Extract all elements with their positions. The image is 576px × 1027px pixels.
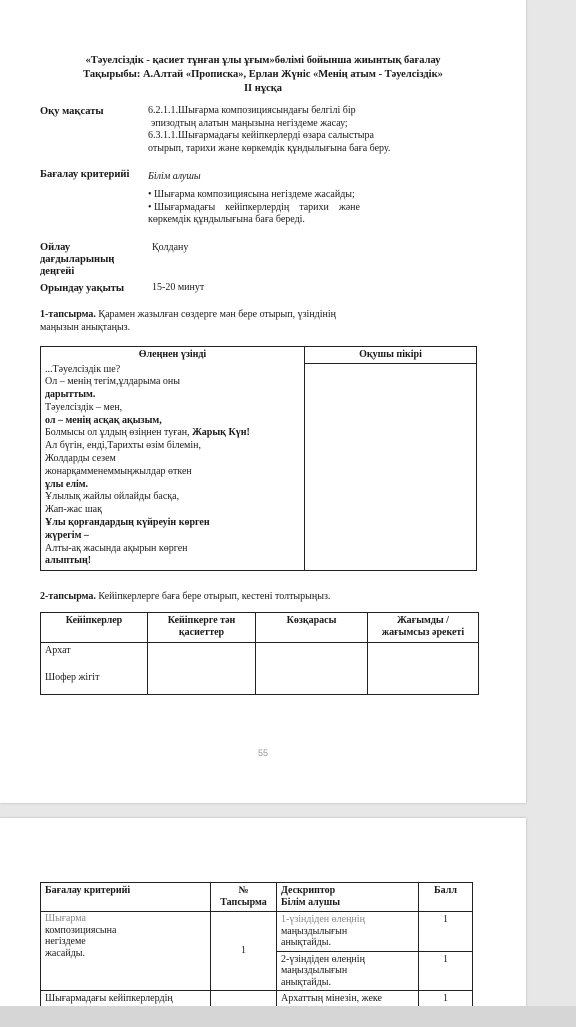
- criterion-line: жасайды.: [45, 947, 86, 959]
- descriptor-line: анықтайды.: [281, 976, 331, 988]
- descriptor-header: Дескриптор: [281, 885, 336, 896]
- descriptor-line: маңыздылығын: [281, 925, 348, 937]
- task1-text: Қарамен жазылған сөздерге мән бере отырып, үзіндінің: [95, 309, 337, 320]
- task-number-cell: [211, 991, 277, 1008]
- criterion-line: негіздеме: [45, 936, 86, 947]
- descriptor-subheader: Білім алушы: [281, 897, 341, 908]
- poem-emphasis: Жарық Күн!: [192, 427, 250, 439]
- table-row: [41, 991, 473, 1008]
- criteria-item: көркемдік құндылығына баға береді.: [148, 214, 305, 225]
- goal-line: 6.2.1.1.Шығарма композициясындағы белгілі бір: [148, 105, 356, 116]
- criteria-list: [148, 189, 404, 227]
- poem-line: ол – менің асқақ ақызым,: [45, 414, 162, 426]
- poem-line: алыптың!: [45, 555, 92, 567]
- descriptor-cell: Архаттың мінезін, жеке: [277, 991, 419, 1008]
- task1-text: маңызын анықтаңыз.: [40, 321, 131, 333]
- skill-label-line: Ойлау: [40, 242, 71, 253]
- answer-cell[interactable]: [256, 668, 368, 695]
- task2-col-characters: Кейіпкерлер: [41, 613, 148, 643]
- score-cell: 1: [419, 951, 473, 991]
- criterion-line: композициясына: [45, 924, 117, 936]
- criterion-cell: Шығармадағы кейіпкерлердің: [41, 991, 211, 1008]
- criteria-item: • Шығарма композициясына негіздеме жасайды;: [148, 189, 355, 200]
- answer-cell[interactable]: [148, 668, 256, 695]
- descriptor-cell: [277, 912, 419, 952]
- poem-line: Жолдарды сезем: [45, 453, 116, 465]
- table-row: [41, 912, 473, 952]
- goal-label: Оқу мақсаты: [40, 106, 104, 117]
- skill-label-line: дағдыларының: [40, 254, 115, 265]
- poem-line: Алты-ақ жасында ақырын көрген: [45, 542, 188, 554]
- document-page-2: [0, 818, 526, 1027]
- answer-cell[interactable]: [368, 668, 479, 695]
- skill-label: [40, 242, 114, 278]
- task1-prompt: [40, 309, 440, 334]
- document-subtitle: Тақырыбы: А.Алтай «Прописка», Ерлан Жүніс «Менің атым - Тәуелсіздік»: [83, 69, 443, 80]
- goal-line: эпизодтың алатын маңызына негіздеме жасау;: [151, 117, 348, 129]
- criteria-label: Бағалау критерийі: [40, 169, 130, 180]
- rubric-col-descriptor: [277, 883, 419, 912]
- descriptor-cell: [277, 951, 419, 991]
- descriptor-line: анықтайды.: [281, 937, 331, 948]
- poem-line: Ол – менің тегім,ұлдарыма оны: [45, 376, 180, 388]
- goal-line: 6.3.1.1.Шығармадағы кейіпкерлерді өзара салыстыра: [148, 130, 374, 141]
- rubric-col-task: № Тапсырма: [211, 883, 277, 912]
- rubric-col-criterion: Бағалау критерийі: [41, 883, 211, 912]
- rubric-col-score: Балл: [419, 883, 473, 912]
- criteria-item: • Шығармадағы кейіпкерлердің тарихи және: [148, 201, 360, 213]
- document-title: «Тәуелсіздік - қасиет тұнған ұлы ұғым»бөлімі бойынша жиынтық бағалау: [85, 55, 441, 66]
- poem-line: Ал бүгін, енді,Тарихты өзім білемін,: [45, 440, 201, 452]
- poem-excerpt: [41, 364, 305, 571]
- task1-col-opinion: Оқушы пікірі: [305, 347, 477, 364]
- page-number: 55: [257, 748, 268, 758]
- criterion-cell: [41, 912, 211, 991]
- poem-line: Тәуелсіздік – мен,: [45, 401, 123, 413]
- score-cell: 1: [419, 912, 473, 952]
- viewer-bottom-bar: [0, 1006, 576, 1027]
- poem-line: жүрегім –: [45, 529, 89, 541]
- time-label: Орындау уақыты: [40, 283, 125, 294]
- criteria-subtitle: Білім алушы: [148, 171, 201, 182]
- task2-prompt: [40, 591, 330, 604]
- answer-cell[interactable]: [256, 643, 368, 668]
- task2-text: Кейіпкерлерге баға бере отырып, кестені толтырыңыз.: [95, 591, 331, 602]
- task2-col-traits: Кейіпкерге тән қасиеттер: [148, 613, 256, 643]
- table-row: [41, 668, 479, 695]
- student-opinion-cell[interactable]: [305, 364, 477, 571]
- task2-table: [40, 612, 479, 695]
- character-name: Шофер жігіт: [41, 668, 148, 695]
- skill-label-line: деңгейі: [40, 266, 75, 277]
- time-value: 15-20 минут: [152, 282, 205, 293]
- task-number-cell: 1: [211, 912, 277, 991]
- score-cell: 1: [419, 991, 473, 1008]
- goal-line: отырып, тарихи және көркемдік құндылығына баға беру.: [148, 142, 391, 154]
- character-name: Архат: [41, 643, 148, 668]
- task1-table: [40, 346, 477, 571]
- task2-col-actions: Жағымды / жағымсыз әрекеті: [368, 613, 479, 643]
- poem-line: ұлы елім.: [45, 478, 89, 490]
- task1-col-poem: Өлеңнен үзінді: [41, 347, 305, 364]
- poem-line: Болмысы ол ұлдың өзіңнен туған,: [45, 427, 193, 439]
- skill-value: Қолдану: [152, 242, 189, 253]
- poem-line: жонарқамменеммыңжылдар өткен: [45, 465, 192, 477]
- table-row: [41, 643, 479, 668]
- descriptor-line: 1-үзіндіден өлеңнің: [281, 914, 365, 925]
- descriptor-line: маңыздылығын: [281, 965, 348, 976]
- task1-number: 1-тапсырма.: [40, 309, 96, 320]
- descriptor-line: 2-үзіндіден өлеңнің: [281, 953, 365, 965]
- poem-line: Ұлы қорғандардың күйреуін көрген: [45, 517, 210, 529]
- variant-label: ІІ нұсқа: [243, 83, 283, 94]
- task2-number: 2-тапсырма.: [40, 591, 96, 602]
- rubric-table: [40, 882, 473, 1008]
- poem-line: Ұлылық жайлы ойлайды басқа,: [45, 491, 180, 503]
- poem-line: ...Тәуелсіздік ше?: [45, 363, 121, 375]
- answer-cell[interactable]: [148, 643, 256, 668]
- poem-line: дарыттым.: [45, 389, 96, 401]
- criterion-line: Шығарма: [45, 913, 86, 924]
- task2-col-viewpoint: Көзқарасы: [256, 613, 368, 643]
- goal-text: [148, 105, 448, 155]
- answer-cell[interactable]: [368, 643, 479, 668]
- poem-line: Жап-жас шақ: [45, 504, 102, 516]
